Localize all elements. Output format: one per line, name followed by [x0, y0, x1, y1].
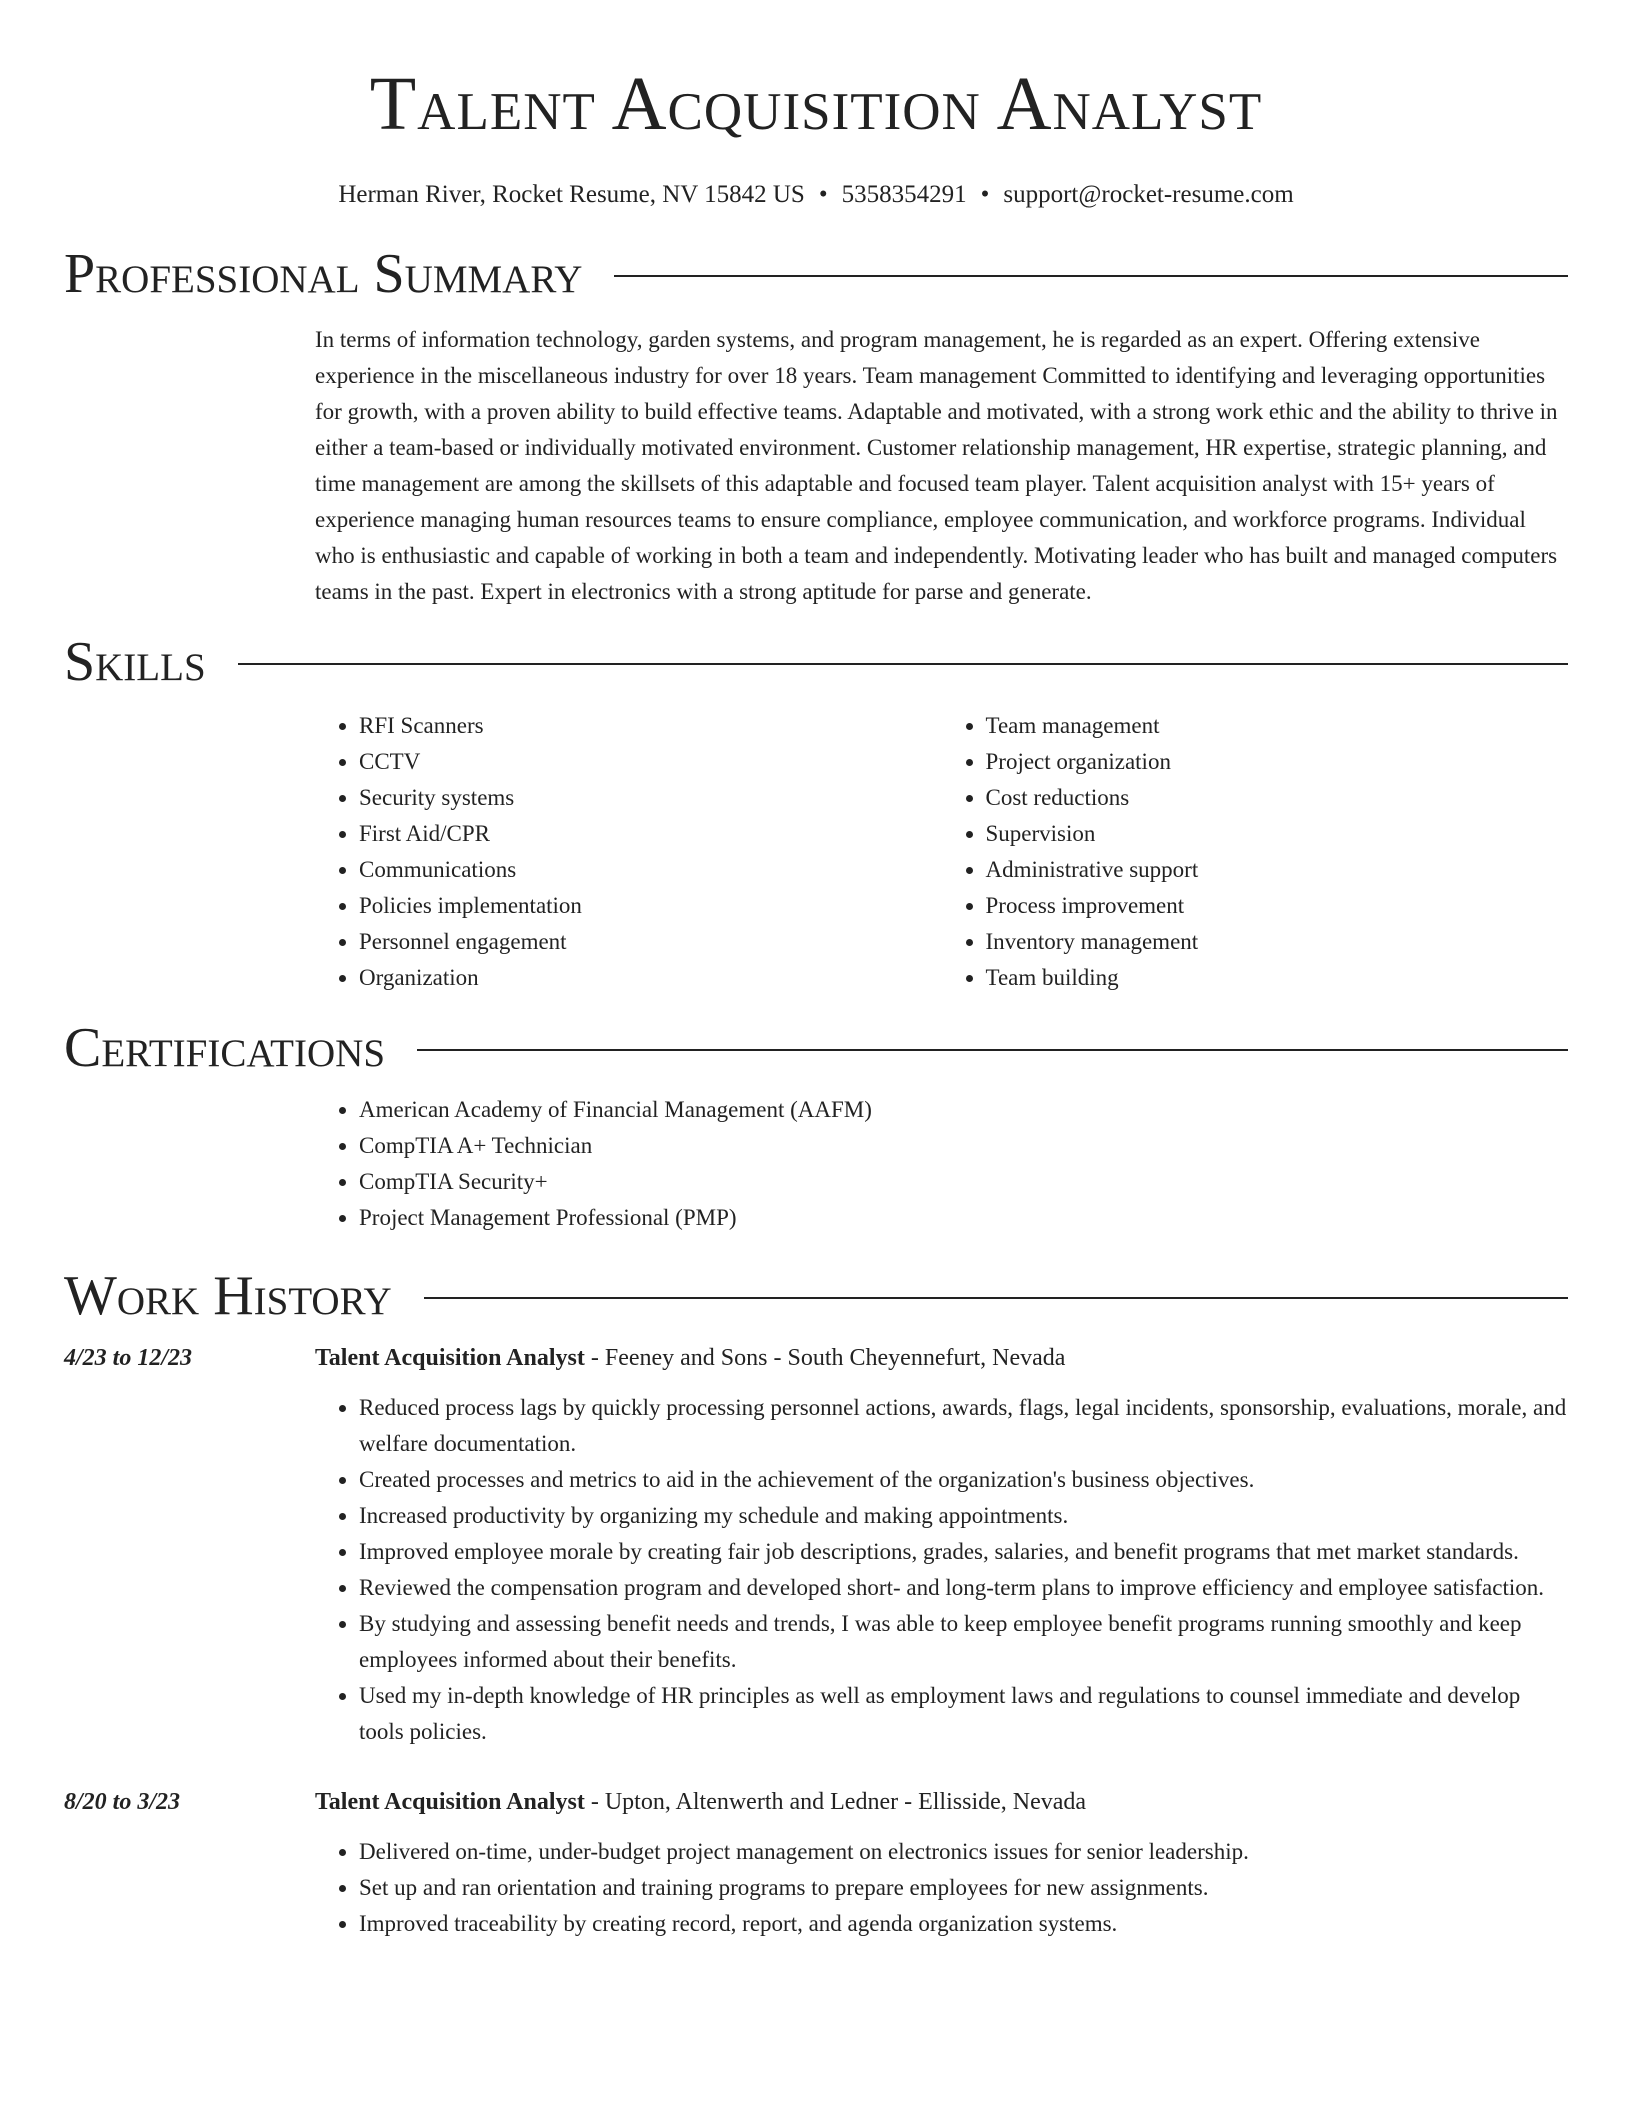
contact-phone: 5358354291: [841, 181, 967, 208]
skill-item: • Process improvement: [986, 888, 1569, 924]
skill-item: • First Aid/CPR: [359, 816, 942, 852]
skill-item: • CCTV: [359, 744, 942, 780]
certification-item: • CompTIA Security+: [359, 1164, 1568, 1200]
skills-section-header: [64, 632, 1568, 692]
contact-separator: •: [980, 181, 990, 208]
work-heading: Work History: [64, 1265, 392, 1327]
job-duties: [315, 1834, 1568, 1942]
job-dates: 8/20 to 3/23: [64, 1789, 181, 1815]
job-employer: - Upton, Altenwerth and Ledner - Ellisside, Nevada: [584, 1789, 1087, 1815]
job-duty-item: • By studying and assessing benefit needs and trends, I was able to keep employee benefit programs running smoothly and keep employees informed about their benefits.: [359, 1606, 1568, 1678]
job-heading-line: [315, 1784, 1086, 1820]
section-divider: [238, 663, 1568, 665]
skill-item: • Supervision: [986, 816, 1569, 852]
work-section-header: [64, 1266, 1568, 1326]
certification-item: • CompTIA A+ Technician: [359, 1128, 1568, 1164]
section-divider: [424, 1297, 1568, 1299]
skill-item: • Organization: [359, 960, 942, 996]
summary-heading: Professional Summary: [64, 243, 583, 305]
job-title: Talent Acquisition Analyst: [315, 1789, 585, 1815]
resume-title: Talent Acquisition Analyst: [369, 62, 1263, 146]
job-duty-item: • Set up and ran orientation and training programs to prepare employees for new assignments.: [359, 1870, 1568, 1906]
certification-item: • Project Management Professional (PMP): [359, 1200, 1568, 1236]
skill-item: • RFI Scanners: [359, 708, 942, 744]
job-entry: [64, 1784, 1568, 1942]
skills-list: [315, 708, 1568, 996]
section-divider: [614, 275, 1568, 277]
skill-item: • Security systems: [359, 780, 942, 816]
summary-text: In terms of information technology, garden systems, and program management, he is regarded as an expert. Offering extensive experience in the miscellaneous industry for over 18 years. Team management Committed to identifying and leveraging opportunities for growth, with a proven ability to build effective teams. Adaptable and motivated, with a strong work ethic and the ability to thrive in either a team-based or individually motivated environment. Customer relationship management, HR expertise, strategic planning, and time management are among the skillsets of this adaptable and focused team player. Talent acquisition analyst with 15+ years of experience managing human resources teams to ensure compliance, employee communication, and workforce programs. Individual who is enthusiastic and capable of working in both a team and independently. Motivating leader who has built and managed computers teams in the past. Expert in electronics with a strong aptitude for parse and generate.: [315, 327, 1558, 604]
job-heading-line: [315, 1340, 1065, 1376]
contact-separator: •: [818, 181, 828, 208]
skills-column-left: [315, 708, 942, 996]
summary-section-header: [64, 244, 1568, 304]
skills-heading: Skills: [64, 631, 206, 693]
job-header: [64, 1784, 1568, 1820]
job-duty-item: • Reduced process lags by quickly processing personnel actions, awards, flags, legal incidents, sponsorship, evaluations, morale, and welfare documentation.: [359, 1390, 1568, 1462]
job-duty-item: • Delivered on-time, under-budget project management on electronics issues for senior leadership.: [359, 1834, 1568, 1870]
skill-item: • Communications: [359, 852, 942, 888]
skill-item: • Personnel engagement: [359, 924, 942, 960]
job-header: [64, 1340, 1568, 1376]
certifications-list: [315, 1092, 1568, 1236]
contact-line: [64, 180, 1568, 210]
skills-column-right: [942, 708, 1569, 996]
certification-item: • American Academy of Financial Management (AAFM): [359, 1092, 1568, 1128]
resume-page: [64, 0, 1568, 1942]
job-duty-item: • Improved traceability by creating record, report, and agenda organization systems.: [359, 1906, 1568, 1942]
skill-item: • Team management: [986, 708, 1569, 744]
job-duty-item: • Reviewed the compensation program and developed short- and long-term plans to improve efficiency and employee satisfaction.: [359, 1570, 1568, 1606]
certifications-heading: Certifications: [64, 1017, 386, 1079]
certifications-section-header: [64, 1018, 1568, 1078]
skill-item: • Administrative support: [986, 852, 1569, 888]
job-duty-item: • Used my in-depth knowledge of HR principles as well as employment laws and regulations to counsel immediate and develop tools policies.: [359, 1678, 1568, 1750]
skill-item: • Inventory management: [986, 924, 1569, 960]
section-divider: [417, 1049, 1568, 1051]
contact-email[interactable]: support@rocket-resume.com: [1003, 181, 1294, 208]
job-dates: 4/23 to 12/23: [64, 1345, 193, 1371]
skill-item: • Project organization: [986, 744, 1569, 780]
job-duty-item: • Increased productivity by organizing my schedule and making appointments.: [359, 1498, 1568, 1534]
job-duties: [315, 1390, 1568, 1750]
job-duty-item: • Created processes and metrics to aid in the achievement of the organization's business objectives.: [359, 1462, 1568, 1498]
job-title: Talent Acquisition Analyst: [315, 1345, 585, 1371]
skill-item: • Team building: [986, 960, 1569, 996]
job-employer: - Feeney and Sons - South Cheyennefurt, Nevada: [584, 1345, 1066, 1371]
job-entry: [64, 1340, 1568, 1750]
job-duty-item: • Improved employee morale by creating fair job descriptions, grades, salaries, and benefit programs that met market standards.: [359, 1534, 1568, 1570]
skill-item: • Policies implementation: [359, 888, 942, 924]
skill-item: • Cost reductions: [986, 780, 1569, 816]
contact-address: Herman River, Rocket Resume, NV 15842 US: [338, 181, 805, 208]
